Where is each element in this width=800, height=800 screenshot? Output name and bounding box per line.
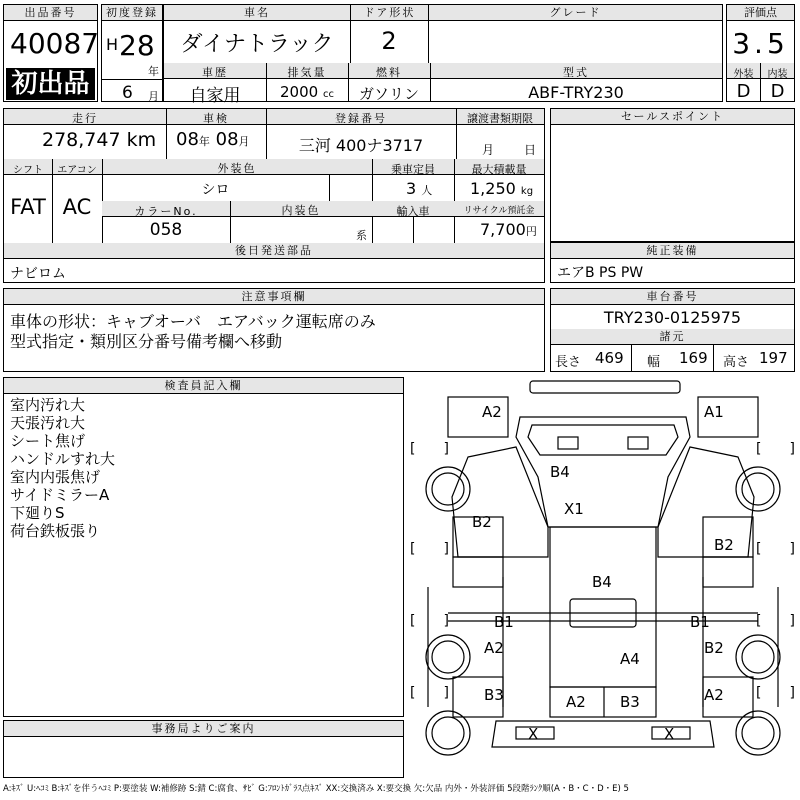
insp-year-unit: 年 — [198, 135, 210, 148]
exterior-color: シロ — [201, 182, 230, 198]
model-label: 型式 — [563, 66, 589, 79]
later-parts-label: 後日発送部品 — [4, 243, 544, 259]
lot-number: 40087 — [10, 27, 100, 60]
later-parts: ナビロム — [10, 266, 66, 282]
damage-mark: A2 — [566, 693, 586, 711]
shift-label: シフト — [13, 165, 43, 176]
door-label: ドア形状 — [350, 5, 428, 21]
damage-mark: B4 — [592, 573, 612, 591]
width: 169 — [679, 349, 708, 367]
month-unit: 月 — [148, 90, 159, 103]
insp-month-unit: 月 — [238, 135, 250, 148]
color-number: 058 — [149, 220, 183, 240]
damage-mark: B1 — [494, 613, 514, 631]
damage-mark: A2 — [482, 403, 502, 421]
damage-mark: X1 — [564, 500, 584, 518]
length: 469 — [595, 349, 624, 367]
exterior-label: 外装 — [733, 69, 754, 80]
note-line-1: 車体の形状：キャブオーバ エアバック運転席のみ — [10, 312, 376, 331]
ac-label: エアコン — [57, 165, 97, 176]
capacity-unit: 人 — [421, 184, 433, 197]
fuel-label: 燃料 — [376, 66, 402, 79]
dims-label: 諸元 — [551, 329, 794, 345]
inspector-item: シート焦げ — [10, 432, 86, 450]
inspector-list — [10, 396, 115, 540]
score: 3.5 — [732, 27, 789, 60]
max-load: 1,250 — [470, 179, 516, 198]
capacity-label: 乗車定員 — [391, 163, 435, 176]
damage-mark: A2 — [484, 639, 504, 657]
damage-mark: X — [528, 725, 539, 743]
bracket-left-4: [ ] — [410, 685, 449, 701]
car-name: ダイナトラック — [180, 32, 334, 57]
inspector-item: 荷台鉄板張り — [10, 522, 101, 540]
recycle-unit: 円 — [525, 225, 537, 238]
displacement-label: 排気量 — [287, 66, 327, 79]
bracket-left-2: [ ] — [410, 541, 449, 557]
inspector-item: 室内内張焦げ — [10, 468, 101, 486]
air-conditioner: AC — [62, 195, 92, 219]
notes-label: 注意事項欄 — [4, 289, 544, 305]
equipment-label: 純正装備 — [551, 243, 794, 259]
damage-mark: B2 — [704, 639, 724, 657]
inspection-month: 08 — [215, 129, 239, 150]
width-label: 幅 — [647, 355, 661, 370]
inspector-label: 検査員記入欄 — [4, 378, 403, 394]
damage-mark: X — [664, 725, 675, 743]
history: 自家用 — [189, 86, 241, 106]
model-code: ABF-TRY230 — [528, 83, 624, 102]
first-reg-year: 28 — [119, 29, 155, 62]
sales-point-label: セールスポイント — [551, 109, 794, 125]
chassis-number: TRY230-0125975 — [603, 308, 742, 327]
car-name-label: 車名 — [164, 5, 350, 21]
interior-grade: D — [770, 81, 785, 102]
door-count: 2 — [381, 27, 397, 55]
shift: FAT — [10, 195, 46, 219]
damage-mark: B2 — [472, 513, 492, 531]
transfer-month: 月 — [482, 143, 495, 157]
transfer-day: 日 — [524, 143, 537, 157]
first-reg-label: 初度登録 — [102, 5, 162, 21]
displacement-unit: cc — [322, 89, 334, 100]
grade-label: グレード — [428, 5, 722, 21]
damage-mark: B2 — [714, 536, 734, 554]
bracket-right-3: [ ] — [756, 613, 795, 629]
inspector-item: 天張汚れ大 — [10, 414, 86, 432]
inspection-year: 08 — [176, 129, 199, 150]
int-color-unit: 系 — [356, 229, 367, 242]
inspector-item: ハンドルすれ大 — [10, 450, 116, 468]
score-label: 評価点 — [727, 5, 794, 21]
damage-mark: A1 — [704, 403, 724, 421]
damage-diagram — [408, 377, 798, 777]
exterior-grade: D — [736, 81, 751, 102]
displacement: 2000 — [280, 83, 319, 101]
damage-mark: B4 — [550, 463, 570, 481]
damage-mark: B3 — [484, 686, 504, 704]
int-color-label: 内装色 — [281, 204, 321, 217]
damage-mark: B3 — [620, 693, 640, 711]
sales-point-box — [550, 108, 795, 242]
first-listing-badge: 初出品 — [6, 68, 95, 100]
lot-box — [3, 4, 98, 102]
interior-label: 内装 — [767, 69, 788, 80]
equipment: エアB PS PW — [557, 265, 644, 281]
load-label: 最大積載量 — [471, 163, 527, 176]
color-label: 外装色 — [217, 162, 257, 175]
reg-number: 三河 400ナ3717 — [298, 136, 424, 155]
year-unit: 年 — [148, 65, 159, 78]
damage-mark: A4 — [620, 650, 640, 668]
bracket-right-1: [ ] — [756, 441, 795, 457]
legend-text: A:ｷｽﾞ U:ﾍｺﾐ B:ｷｽﾞを伴うﾍｺﾐ P:要塗装 W:補修跡 S:錆 C:腐食、ｻﾋﾞ G:ﾌﾛﾝﾄｶﾞﾗｽ点ｷｽﾞ XX:交換済み X:要交換 欠:欠品 内外・外装評価 5段階ﾗﾝｸ順(A・B・C・D・E) 5 — [3, 784, 629, 794]
era: H — [106, 35, 119, 54]
inspector-box — [3, 377, 404, 717]
load-unit: kg — [520, 186, 534, 197]
score-box — [726, 4, 795, 102]
notes-box — [3, 288, 545, 372]
recycle-label: リサイクル預託金 — [463, 206, 535, 216]
damage-mark: B1 — [690, 613, 710, 631]
office-box — [3, 720, 404, 778]
history-label: 車歴 — [202, 66, 228, 79]
specs-box — [3, 108, 545, 283]
transfer-label: 譲渡書類期限 — [467, 112, 533, 125]
inspector-item: サイドミラーA — [10, 486, 110, 504]
first-reg-box — [101, 4, 163, 102]
office-label: 事務局よりご案内 — [4, 721, 403, 737]
chassis-label: 車台番号 — [551, 289, 794, 305]
mileage-unit: km — [126, 129, 157, 151]
bracket-left-3: [ ] — [410, 613, 449, 629]
lot-label: 出品番号 — [4, 5, 97, 21]
reg-label: 登録番号 — [335, 112, 387, 125]
import-label: 輸入車 — [396, 205, 430, 218]
note-line-2: 型式指定・類別区分番号備考欄へ移動 — [10, 332, 283, 351]
vehicle-box — [163, 4, 723, 106]
length-label: 長さ — [555, 355, 582, 370]
recycle-fee: 7,700 — [480, 220, 526, 239]
bracket-left-1: [ ] — [410, 441, 449, 457]
first-reg-month: 6 — [122, 83, 133, 103]
damage-mark: A2 — [704, 686, 724, 704]
height-label: 高さ — [723, 355, 750, 370]
fuel: ガソリン — [358, 85, 419, 103]
capacity: 3 — [406, 179, 417, 198]
mileage: 278,747 — [42, 129, 121, 151]
inspector-item: 下廻りS — [10, 504, 65, 522]
bracket-right-4: [ ] — [756, 685, 795, 701]
color-no-label: カラーNo. — [134, 205, 198, 218]
inspector-item: 室内汚れ大 — [10, 396, 86, 414]
height: 197 — [759, 349, 788, 367]
mileage-label: 走行 — [72, 112, 98, 125]
equipment-box — [550, 242, 795, 283]
chassis-box — [550, 288, 795, 372]
bracket-right-2: [ ] — [756, 541, 795, 557]
inspection-label: 車検 — [203, 112, 229, 125]
